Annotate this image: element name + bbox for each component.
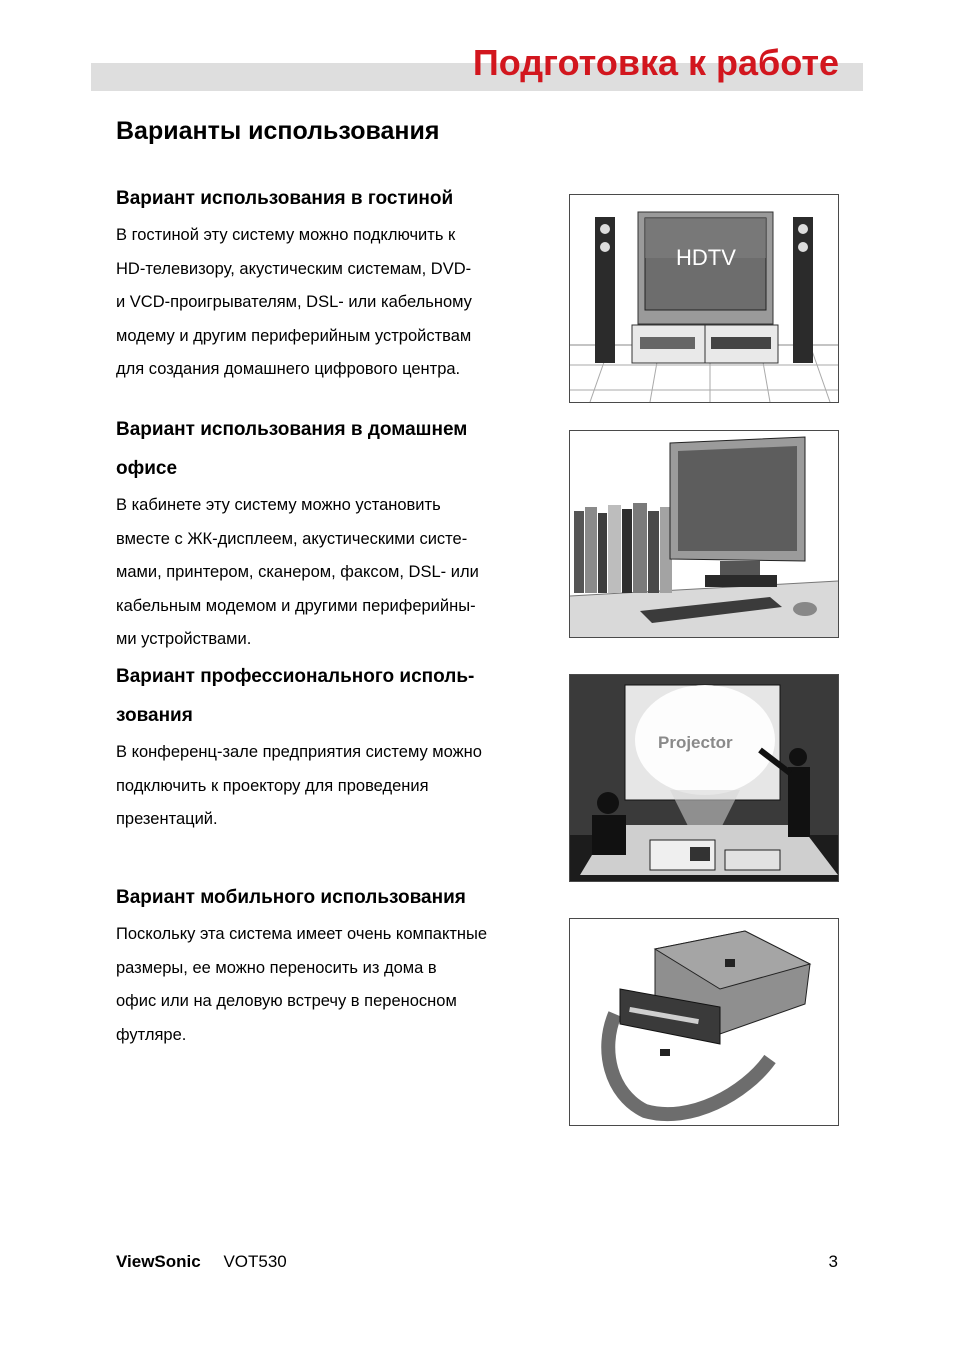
page-title: Подготовка к работе xyxy=(472,42,839,83)
footer xyxy=(116,1250,287,1274)
body-line: офис или на деловую встречу в переносном xyxy=(116,992,457,1010)
body-line: презентаций. xyxy=(116,810,218,828)
section-body xyxy=(116,918,556,1052)
body-line: мами, принтером, сканером, факсом, DSL- или xyxy=(116,563,479,581)
mobile-illustration xyxy=(569,918,839,1126)
footer-brand: ViewSonic xyxy=(116,1252,201,1271)
body-line: размеры, ее можно переносить из дома в xyxy=(116,958,437,977)
section-body xyxy=(116,736,556,837)
body-line: Поскольку эта система имеет очень компактные xyxy=(116,925,488,943)
screen-label: Projector xyxy=(658,733,733,752)
section-title-line: Вариант мобильного использования xyxy=(116,887,466,908)
section-title xyxy=(116,410,556,488)
section-title-line: офисе xyxy=(116,458,178,479)
tv-label: HDTV xyxy=(676,245,736,270)
section-title-line: Вариант использования в гостиной xyxy=(116,188,454,209)
section-title-line: Вариант профессионального исполь- xyxy=(116,666,475,687)
body-line: для создания домашнего цифрового центра. xyxy=(116,360,461,378)
section-title-line: зования xyxy=(116,705,193,726)
body-line: футляре. xyxy=(116,1025,187,1044)
section-professional xyxy=(116,657,556,837)
section-mobile xyxy=(116,878,556,1052)
section-home-office xyxy=(116,410,556,657)
footer-model: VOT530 xyxy=(223,1252,287,1271)
section-title-line: Вариант использования в домашнем xyxy=(116,419,468,440)
body-line: кабельным модемом и другими периферийны- xyxy=(116,596,476,615)
section-heading: Варианты использования xyxy=(116,117,440,145)
page-number: 3 xyxy=(828,1252,838,1271)
body-line: В конференц-зале предприятия систему можно xyxy=(116,743,482,761)
home-office-illustration xyxy=(569,430,839,638)
section-body xyxy=(116,219,556,387)
section-title xyxy=(116,878,556,917)
section-body xyxy=(116,489,556,657)
section-title xyxy=(116,657,556,735)
living-room-illustration xyxy=(569,194,839,403)
body-line: HD-телевизору, акустическим системам, DVD- xyxy=(116,259,472,278)
body-line: В кабинете эту систему можно установить xyxy=(116,496,441,514)
body-line: В гостиной эту систему можно подключить к xyxy=(116,226,456,244)
section-living-room xyxy=(116,179,556,387)
section-title xyxy=(116,179,556,218)
body-line: вместе с ЖК-дисплеем, акустическими систе- xyxy=(116,529,468,548)
body-line: модему и другим периферийным устройствам xyxy=(116,326,472,345)
body-line: и VCD-проигрывателям, DSL- или кабельному xyxy=(116,293,472,311)
body-line: ми устройствами. xyxy=(116,630,252,648)
body-line: подключить к проектору для проведения xyxy=(116,776,429,795)
professional-illustration xyxy=(569,674,839,882)
